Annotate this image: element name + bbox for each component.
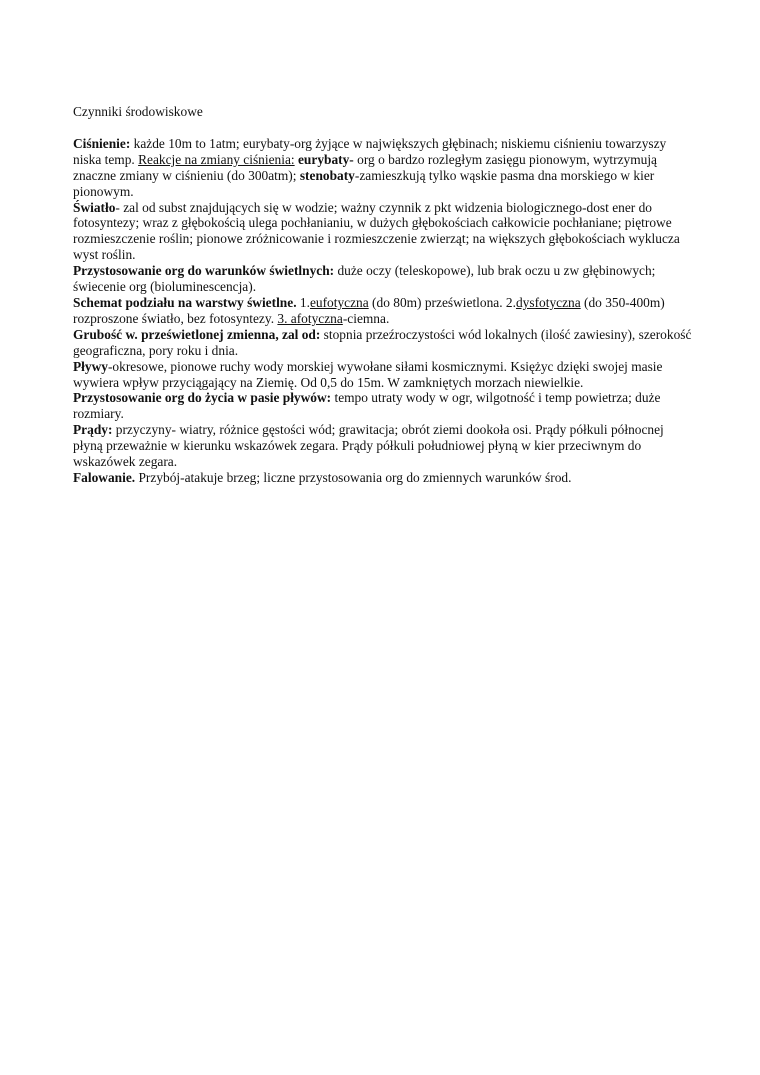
underlined-term: 3. afotyczna: [277, 310, 343, 326]
paragraph-text: 1.: [296, 294, 310, 310]
bold-heading: Przystosowanie org do warunków świetlnych:: [73, 263, 335, 279]
bold-heading: Schemat podziału na warstwy świetlne.: [73, 294, 297, 310]
paragraph-text: przyczyny- wiatry, różnice gęstości wód; grawitacja; obrót ziemi dookoła osi. Prądy półkuli północnej płyną przeważnie w kierunku wskazówek zegara. Prądy półkuli południowej płyną w kier przeciwnym do wskazówek zegara.: [73, 422, 664, 470]
paragraph-text: duże oczy (teleskopowe), lub brak oczu u zw głębinowych; świecenie org (bioluminescencja).: [73, 263, 656, 295]
paragraph: [73, 422, 693, 470]
document-title: Czynniki środowiskowe: [73, 104, 203, 119]
paragraph: [73, 200, 693, 264]
paragraph: [73, 295, 693, 327]
bold-heading: Pływy: [73, 358, 108, 374]
paragraph: [73, 390, 693, 422]
underlined-term: Reakcje na zmiany ciśnienia:: [138, 151, 295, 167]
paragraph: [73, 136, 693, 200]
paragraph-text: tempo utraty wody w ogr, wilgotność i temp powietrza; duże rozmiary.: [73, 390, 661, 422]
bold-heading: Falowanie.: [73, 469, 136, 485]
paragraph-text: Przybój-atakuje brzeg; liczne przystosowania org do zmiennych warunków środ.: [135, 469, 572, 485]
bold-heading: stenobaty: [299, 167, 355, 183]
bold-heading: Grubość w. prześwietlonej zmienna, zal od:: [73, 326, 321, 342]
paragraph: [73, 263, 693, 295]
paragraph-text: każde 10m to 1atm; eurybaty-org żyjące w największych głębinach; niskiemu ciśnieniu towarzyszy niska temp.: [73, 135, 667, 167]
paragraph-text: (do 350-400m) rozproszone światło, bez fotosyntezy.: [73, 294, 665, 326]
bold-heading: Światło: [73, 199, 116, 215]
document-page: [73, 104, 693, 486]
bold-heading: eurybaty-: [297, 151, 354, 167]
paragraph-text: stopnia przeźroczystości wód lokalnych (ilość zawiesiny), szerokość geograficzna, pory roku i dnia.: [73, 326, 692, 358]
paragraph: [73, 470, 693, 486]
paragraph-text: -zamieszkują tylko wąskie pasma dna morskiego w kier pionowym.: [73, 167, 655, 199]
paragraph: [73, 327, 693, 359]
paragraph-text: -ciemna.: [342, 310, 390, 326]
paragraph-text: org o bardzo rozległym zasięgu pionowym, wytrzymują znaczne zmiany w ciśnieniu (do 300atm);: [73, 151, 657, 183]
bold-heading: Ciśnienie:: [73, 135, 131, 151]
document-body: [73, 136, 693, 486]
paragraph-text: (do 80m) prześwietlona. 2.: [368, 294, 516, 310]
paragraph-text: - zal od subst znajdujących się w wodzie; ważny czynnik z pkt widzenia biologicznego-dost ener do fotosyntezy; wraz z głębokością ulega pochłanianiu, w dużych głębokościach całkowicie pochłaniane; piętrowe rozmieszczenie roślin; pionowe zróżnicowanie i rozmieszczenie zwierząt; na większych głębokościach wyklucza wyst roślin.: [73, 199, 680, 263]
paragraph-text: -okresowe, pionowe ruchy wody morskiej wywołane siłami kosmicznymi. Księżyc dzięki swojej masie wywiera wpływ przyciągający na Ziemię. Od 0,5 do 15m. W zamkniętych morzach niewielkie.: [73, 358, 663, 390]
underlined-term: eufotyczna: [309, 294, 369, 310]
paragraph: [73, 359, 693, 391]
bold-heading: Prądy:: [73, 422, 113, 438]
bold-heading: Przystosowanie org do życia w pasie pływów:: [73, 390, 332, 406]
underlined-term: dysfotyczna: [515, 294, 581, 310]
